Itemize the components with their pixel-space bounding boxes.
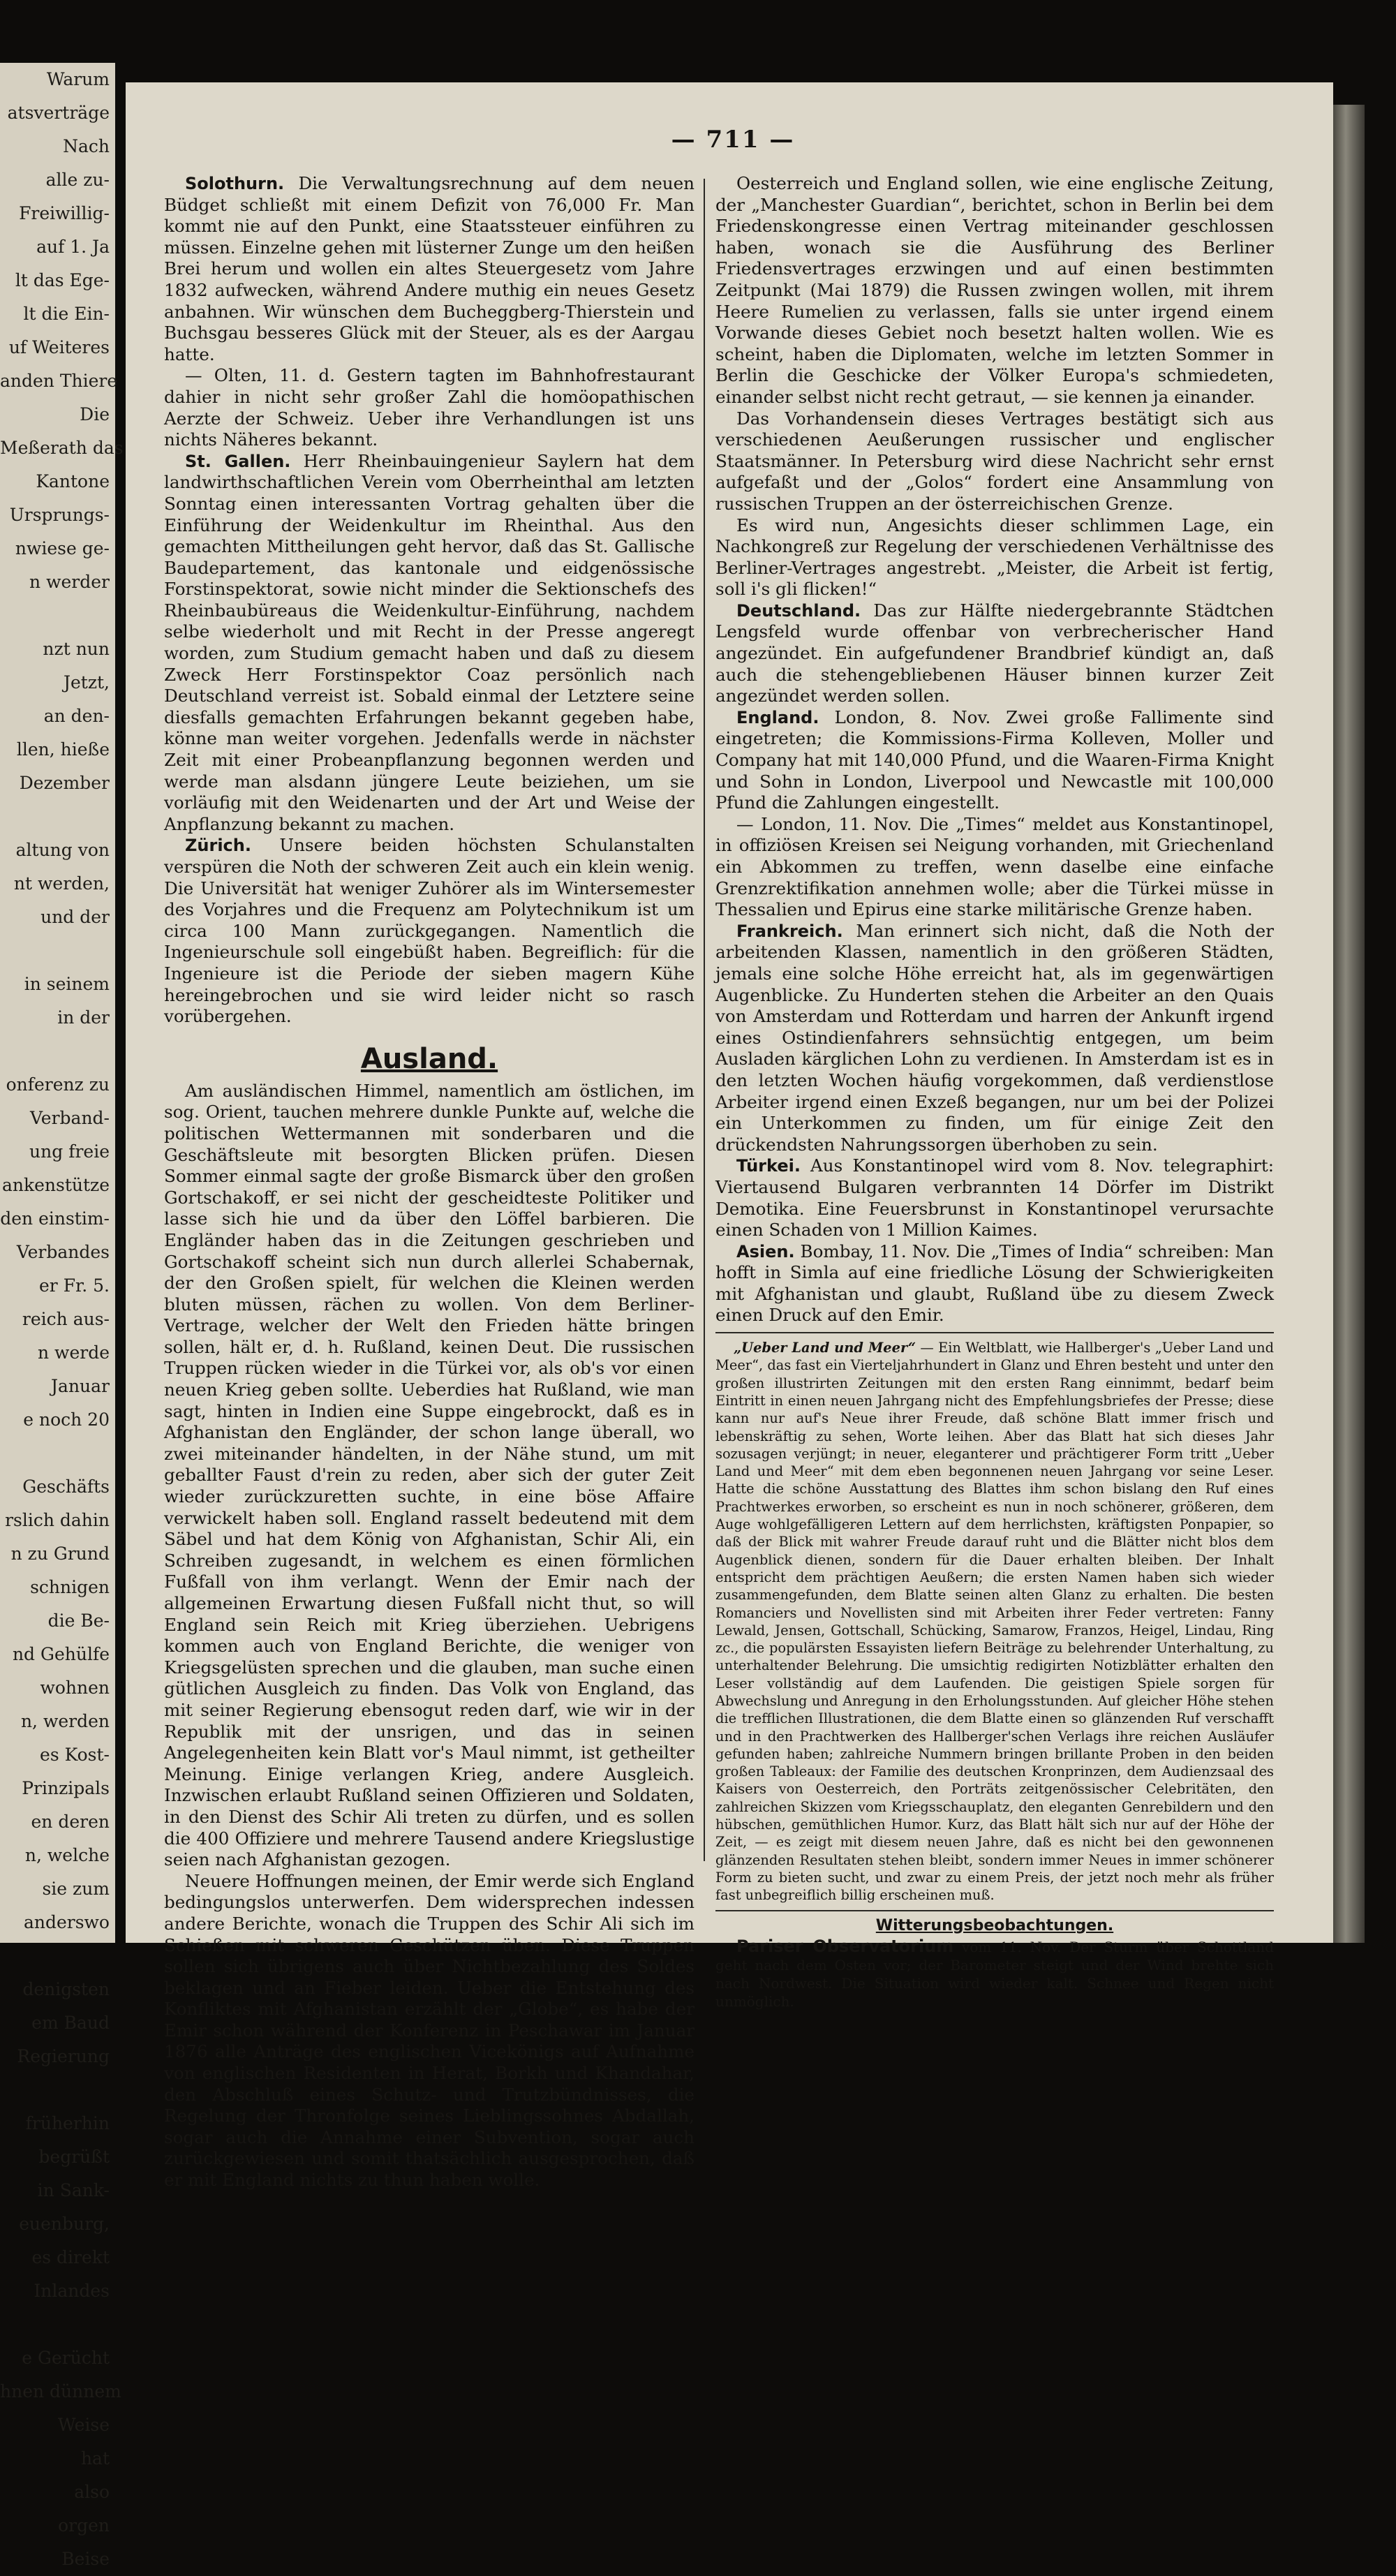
article-paragraph <box>164 365 695 450</box>
article-paragraph <box>164 173 695 365</box>
margin-fragment: in Sank- <box>37 2180 110 2200</box>
article-paragraph <box>715 600 1274 707</box>
margin-fragment <box>0 599 115 632</box>
margin-fragment: uf Weiteres <box>8 337 110 357</box>
article-keyword: Zürich. <box>185 836 251 856</box>
article-paragraph <box>164 835 695 1027</box>
margin-fragment: ung freie <box>29 1141 110 1162</box>
margin-fragment: n, welche <box>24 1845 110 1865</box>
margin-fragment: en deren <box>31 1812 110 1832</box>
margin-fragment: wohnen <box>40 1678 110 1698</box>
weather-report <box>715 1917 1274 2011</box>
margin-fragment: Inlandes <box>34 2281 110 2301</box>
weather-body: vom 11. Nov. Der Sturm über Schottland geht nach dem Osten vor; der Barometer steigt und der Wind brehte sich nach Nordwest. Die Situation wird wieder kalt. Schnee und Regen nicht unmöglich. <box>715 1938 1274 2010</box>
margin-fragment: Dezember <box>19 773 110 793</box>
margin-fragment: altung von <box>15 840 110 860</box>
newspaper-page <box>126 82 1333 2191</box>
article-paragraph <box>715 707 1274 814</box>
article-keyword: Frankreich. <box>736 921 843 941</box>
margin-fragment: Geschäfts <box>22 1476 110 1497</box>
margin-fragment: begrüßt <box>38 2147 110 2167</box>
article-text: Oesterreich und England sollen, wie eine englische Zeitung, der „Manchester Guardian“, berichtet, schon in Berlin bei dem Friedenskongresse einen Vertrag miteinander geschlossen haben, wonach sie die Ausführung des Berliner Friedensvertrages erzwingen und auf einen bestimmten Zeitpunkt (Mai 1879) die Russen zwingen wollen, mit ihrem Heere Rumelien zu verlassen, falls sie unter irgend einem Vorwande dieses Gebiet noch besetzt halten wollen. Wie es scheint, haben die Diplomaten, welche im letzten Sommer in Berlin die Geschicke der Völker Europa's schmiedeten, einander selbst nicht recht getraut, — sie kennen ja einander. <box>715 173 1274 407</box>
margin-fragment: e Gerücht <box>22 2348 110 2368</box>
margin-fragment: hat <box>80 2448 110 2468</box>
margin-fragment: em Baud <box>31 2013 110 2033</box>
margin-fragment: onferenz zu <box>6 1074 110 1095</box>
ausland-paragraph: Neuere Hoffnungen meinen, der Emir werde sich England bedingungslos unterwerfen. Dem widersprechen indessen andere Berichte, wonach die Truppen des Schir Ali sich im Schießen mit schweren Geschützen üben. Diese Truppen sollen sich übrigens auch über Nichtbezahlung des Soldes beklagen und an Fieber leiden. Ueber die Entstehung des Konfliktes mit Afghanistan erzählt der „Globe“, es habe der Emir schon während der Konferenz in Peschawar im Januar 1876 alle Anträge des englischen Vicekönigs auf Aufnahme von englischen Residenten in Herat, Borkh und Khandahar, den Abschluß eines Schutz- und Trutzbündnisses, die Regelung der Thronfolge seines Lieblingssohnes Abdallah, sogar auch die Annahme einer Subvention, sogar auch zurückgewiesen und somit thatsächlich ausgesprochen, daß er mit England nichts zu thun haben wolle. <box>164 1870 695 2191</box>
article-paragraph <box>715 1241 1274 1326</box>
article-keyword: Deutschland. <box>736 600 861 621</box>
article-text: Das zur Hälfte niedergebrannte Städtchen Lengsfeld wurde offenbar von verbrecherischer Hand angezündet. Ein aufgefundener Brandbrief kündigt an, daß auch die stehengebliebenen Häuser binnen kurzer Zeit angezündet werden sollen. <box>715 600 1274 706</box>
article-paragraph <box>715 408 1274 515</box>
article-keyword: St. Gallen. <box>185 451 291 471</box>
margin-fragment: alle zu- <box>45 170 110 190</box>
article-keyword: England. <box>736 707 819 727</box>
margin-fragment: auf 1. Ja <box>36 237 110 257</box>
article-paragraph <box>715 814 1274 921</box>
margin-fragment: an den- <box>43 706 110 726</box>
separator <box>715 1910 1274 1911</box>
article-text: Aus Konstantinopel wird vom 8. Nov. telegraphirt: Viertausend Bulgaren verbrannten 14 Dörfer im Distrikt Demotika. Eine Feuersbrunst in Konstantinopel verursachte einen Schaden von 1 Million Kaimes. <box>715 1155 1274 1241</box>
advert-title: „Ueber Land und Meer“ <box>734 1340 916 1356</box>
article-text: — Olten, 11. d. Gestern tagten im Bahnhofrestaurant dahier in nicht sehr großer Zahl die homöopathischen Aerzte der Schweiz. Ueber ihre Verhandlungen ist uns nichts Näheres bekannt. <box>164 365 695 450</box>
advertisement <box>715 1339 1274 1904</box>
margin-fragment: Regierung <box>17 2046 110 2066</box>
article-paragraph <box>715 921 1274 1156</box>
margin-fragment <box>0 1035 115 1068</box>
margin-fragment: Freiwillig- <box>19 203 110 223</box>
margin-fragment <box>0 2308 115 2341</box>
margin-fragment: nt werden, <box>13 873 110 894</box>
margin-fragment: Jetzt, <box>63 672 110 693</box>
margin-fragment: Prinzipals <box>22 1778 110 1798</box>
margin-fragment: lt das Ege- <box>15 270 110 290</box>
margin-fragment: rslich dahin <box>5 1510 110 1530</box>
article-keyword: Türkei. <box>736 1156 801 1176</box>
margin-fragment: Weise <box>57 2415 110 2435</box>
margin-fragment <box>0 2073 115 2107</box>
page-edge <box>1333 105 1365 1943</box>
margin-fragment: Ursprungs- <box>9 505 110 525</box>
article-text: Herr Rheinbauingenieur Saylern hat dem landwirthschaftlichen Verein vom Oberrheinthal am letzten Sonntag einen interessanten Vortrag gehalten über die Einführung der Weidenkultur im Rheinthal. Aus den gemachten Mittheilungen geht hervor, daß das St. Gallische Baudepartement, das kantonale und eidgenössische Forstinspektorat, sowie nicht minder die Sektionschefs des Rheinbaubüreaus die Weidenkultur-Einführung, nachdem selbe wiederholt und mit Recht in der Presse angeregt worden, zum Studium gemacht haben und daß zu diesem Zweck Herr Forstinspektor Coaz persönlich nach Deutschland verreist ist. Sobald einmal der Letztere seine diesfalls gemachten Erfahrungen bekannt gegeben habe, könne man weiter vorgehen. Jedenfalls werde in nächster Zeit mit einer Probeanpflanzung begonnen werden und werde man alsdann jüngere Leute beiziehen, um sie vorläufig mit den Weidenarten und der Art und Weise der Anpflanzung bekannt zu machen. <box>164 450 695 834</box>
margin-fragment: hnen dünnem <box>0 2381 121 2401</box>
margin-fragment <box>0 1939 115 1973</box>
margin-fragment: Kantone <box>36 471 110 491</box>
left-column <box>164 173 695 2191</box>
ausland-heading: Ausland. <box>360 1042 498 1075</box>
margin-fragment: schnigen <box>30 1577 110 1597</box>
margin-fragment: den einstim- <box>0 1208 110 1229</box>
previous-page-fragments <box>0 63 124 2576</box>
margin-fragment: sie zum <box>42 1879 110 1899</box>
weather-heading: Witterungsbeobachtungen. <box>875 1916 1114 1934</box>
advert-text: „Ueber Land und Meer“ — Ein Weltblatt, wie Hallberger's „Ueber Land und Meer“, das fast ein Vierteljahrhundert in Glanz und Ehren besteht und unter den großen illustrirten Zeitungen mit den ersten Rang einnimmt, bedarf beim Eintritt in einen neuen Jahrgang nicht des Empfehlungsbriefes der Presse; diese kann nur auf's Neue ihrer Freude, daß schöne Blatt immer frisch und lebenskräftig zu sehen, Worte leihen. Aber das Blatt hat sich dieses Jahr sozusagen verjüngt; in neuer, eleganterer und prächtigerer Form tritt „Ueber Land und Meer“ mit dem eben begonnenen neuen Jahrgang vor seine Leser. Hatte die schöne Ausstattung des Blattes ihm schon bislang den Ruf eines Prachtwerkes erworben, so erscheint es nun in noch schönerer, größeren, dem Auge wohlgefälligeren Lettern auf dem herrlichsten, kräftigsten Ponpapier, so daß der Blick mit wahrer Freude darauf ruht und die Blätter nicht blos dem Augenblick dienen, sondern für die Dauer erhalten bleiben. Der Inhalt entspricht dem prächtigen Aeußern; die ersten Namen haben sich wieder zusammengefunden, dem Blatte seinen alten Glanz zu erhalten. Die besten Romanciers und Novellisten sind mit Arbeiten ihrer Feder vertreten: Fanny Lewald, Jensen, Gottschall, Schücking, Samarow, Franzos, Heigel, Lindau, Ring zc., die populärsten Essayisten liefern Beiträge zu belehrender Unterhaltung, zu unterhaltender Belehrung. Die umsichtig redigirten Notizblätter erhalten den Leser vollständig auf dem Laufenden. Die geistigen Spiele sorgen für Abwechslung und Anregung in den Erholungsstunden. Auf gleicher Höhe stehen die trefflichen Illustrationen, die dem Blatte einen so glänzenden Ruf verschafft und in den Prachtwerken des Hallberger'schen Verlags ihre reichen Ausläufer gefunden haben; zahlreiche Nummern bringen brillante Proben in den beiden großen Tableaux: der Familie des deutschen Kronprinzen, dem Audienzsaal des Kaisers von Oesterreich, den Porträts zeitgenössischer Celebritäten, den zahlreichen Skizzen vom Kriegsschauplatz, den eleganten Genrebildern und den hübschen, gemüthlichen Humor. Kurz, das Blatt hält sich nur auf der Höhe der Zeit, — es zeigt mit diesem neuen Jahre, daß es nicht bei den gewonnenen glänzenden Resultaten stehen bleibt, sondern immer Neues in immer schönerer Form zu bieten sucht, und zwar zu einem Preis, der jetzt noch mehr als früher fast unbegreiflich billig erscheinen muß. <box>715 1340 1275 1904</box>
margin-fragment: Nach <box>63 136 110 156</box>
right-column <box>715 173 1275 2010</box>
foreign-news <box>715 173 1274 1326</box>
article-text: Bombay, 11. Nov. Die „Times of India“ schreiben: Man hofft in Simla auf eine friedliche Lösung der Schwierigkeiten mit Afghanistan und glaubt, Rußland übe zu diesem Zweck einen Druck auf den Emir. <box>715 1241 1274 1326</box>
article-text: Die Verwaltungsrechnung auf dem neuen Büdget schließt mit einem Defizit von 76,000 Fr. Man kommt nie auf den Punkt, eine Staatssteuer einführen zu müssen. Einzelne gehen mit lüsterner Zunge um den heißen Brei herum und wollen ein altes Steuergesetz vom Jahre 1832 aufwecken, während Andere muthig ein neues Gesetz anbahnen. Wir wünschen dem Bucheggberg-Thierstein und Buchsgau besseres Glück mit der Steuer, als es der Aargau hatte. <box>164 173 695 364</box>
article-text: Unsere beiden höchsten Schulanstalten verspüren die Noth der schweren Zeit auch ein klein wenig. Die Universität hat weniger Zuhörer als im Wintersemester des Vorjahres und die Frequenz am Polytechnikum ist um circa 100 Mann zurückgegangen. Namentlich die Ingenieurschule soll eingebüßt haben. Begreiflich: für die Ingenieure ist die Periode der sieben magern Kühe hereingebrochen und sie wird leider nicht so rasch vorübergehen. <box>164 835 695 1027</box>
margin-fragment: Warum <box>46 69 110 89</box>
article-keyword: Asien. <box>736 1241 795 1261</box>
ausland-paragraph: Am ausländischen Himmel, namentlich am östlichen, im sog. Orient, tauchen mehrere dunkle Punkte auf, welche die politischen Wettermannen mit sonderbaren und die Geschäftsleute mit besorgten Blicken prüfen. Diesen Sommer einmal sagte der große Bismarck über den großen Gortschakoff, er sei nicht der gescheidteste Politiker und lasse sich hie und da über den Löffel barbieren. Die Engländer haben das in die Zeitungen geschrieben und Gortschakoff scheint sich nun durch allerlei Schabernak, der den Großen spielt, für welchen die Kleinen werden bluten müssen, rächen zu wollen. Von dem Berliner-Vertrage, welcher der Welt den Frieden hätte bringen sollen, hält er, d. h. Rußland, keinen Deut. Die russischen Truppen rücken wieder in die Türkei vor, als ob's vor einen neuen Krieg geben sollte. Ueberdies hat Rußland, wie man sagt, hinten in Indien eine Suppe eingebrockt, daß es in Afghanistan den Engländer, der schon lange überall, wo zwei miteinander händelten, in der Nähe stund, um mit geballter Faust d'rein zu reden, aber sich der guter Zeit wieder zurückzuretten suchte, in eine böse Affaire verwickelt haben soll. England rasselt bedeutend mit dem Säbel und hat dem König von Afghanistan, Schir Ali, ein Schreiben zugesandt, in welchem es einen förmlichen Fußfall von ihm verlangt. Wenn der Emir nach der allgemeinen Erwartung diesen Fußfall nicht thut, so will England sein Reich mit Krieg überziehen. Uebrigens kommen auch von England Berichte, die weniger von Kriegsgelüsten sprechen und die glauben, man suche einen gütlichen Ausgleich zu finden. Das Volk von England, das mit seiner Regierung ebensogut reden darf, wie wir in der Republik mit der unsrigen, und das in seinen Angelegenheiten kein Blatt vor's Maul nimmt, ist getheilter Meinung. Einige verlangen Krieg, andere Ausgleich. Inzwischen erlaubt Rußland seinen Offizieren und Soldaten, in den Dienst des Schir Ali treten zu dürfen, und es sollen die 400 Offiziere und mehrere Tausend andere Kriegslustige seien nach Afghanistan gezogen. <box>164 1080 695 1870</box>
article-text: London, 8. Nov. Zwei große Fallimente sind eingetreten; die Kommissions-Firma Kolleven, Moller und Company hat mit 140,000 Pfund, und die Waaren-Firma Knight und Sohn in London, Liverpool und Newcastle mit 100,000 Pfund die Zahlungen eingestellt. <box>715 706 1274 813</box>
ausland-article <box>164 1081 695 2191</box>
margin-fragment: Beise <box>61 2549 110 2569</box>
margin-fragment: also <box>74 2482 110 2502</box>
weather-source: Pariser Observatorium <box>736 1936 954 1956</box>
margin-fragment: Verbandes <box>16 1242 110 1262</box>
margin-fragment <box>0 1437 115 1470</box>
margin-fragment: die Be- <box>47 1611 110 1631</box>
margin-fragment: nzt nun <box>43 639 110 659</box>
margin-fragment: es Kost- <box>40 1745 110 1765</box>
margin-fragment: und der <box>40 907 110 927</box>
margin-fragment: in der <box>57 1007 110 1028</box>
article-paragraph <box>715 1155 1274 1241</box>
previous-page-strip <box>0 63 124 2569</box>
margin-fragment: n werde <box>38 1342 110 1363</box>
margin-fragment: anderswo <box>23 1912 110 1932</box>
swiss-news <box>164 173 695 1028</box>
margin-fragment: es direkt <box>31 2247 110 2267</box>
margin-fragment: euenburg, <box>19 2214 110 2234</box>
article-paragraph <box>715 173 1274 408</box>
margin-fragment: anden Thiere <box>0 371 118 391</box>
margin-fragment: n zu Grund <box>10 1544 110 1564</box>
margin-fragment <box>0 934 115 968</box>
margin-fragment: nd Gehülfe <box>12 1644 110 1664</box>
margin-fragment: atsverträge <box>7 103 110 123</box>
margin-fragment: n werder <box>29 572 110 592</box>
margin-fragment: orgen <box>58 2515 110 2536</box>
margin-fragment: lt die Ein- <box>23 304 110 324</box>
article-paragraph <box>164 451 695 836</box>
margin-fragment: in seinem <box>24 974 110 994</box>
margin-fragment: Verband- <box>30 1108 110 1128</box>
article-text: Es wird nun, Angesichts dieser schlimmen Lage, ein Nachkongreß zur Regelung der verschiedenen Verhältnisse des Berliner-Vertrages angestrebt. „Meister, die Arbeit ist fertig, soll i's gli flicken!“ <box>715 515 1274 600</box>
margin-fragment: reich aus- <box>22 1309 110 1329</box>
column-rule <box>704 179 705 1861</box>
margin-fragment: früherhin <box>25 2113 110 2133</box>
weather-text <box>715 1937 1274 2011</box>
article-paragraph <box>715 515 1274 600</box>
margin-fragment: llen, hieße <box>16 739 110 760</box>
article-text: Das Vorhandensein dieses Vertrages bestätigt sich aus verschiedenen Aeußerungen russischer und englischer Staatsmänner. In Petersburg wird diese Nachricht sehr ernst aufgefaßt und der „Golos“ fordert eine Ansammlung von russischen Truppen an der österreichischen Grenze. <box>715 408 1274 514</box>
margin-fragment: nwiese ge- <box>15 538 110 558</box>
margin-fragment: Die <box>80 404 110 424</box>
margin-fragment: Meßerath das <box>0 438 124 458</box>
margin-fragment: er Fr. 5. <box>39 1275 110 1296</box>
article-text: Man erinnert sich nicht, daß die Noth der arbeitenden Klassen, namentlich in den größeren Städten, jemals eine solche Höhe erreicht hat, als im gegenwärtigen Augenblicke. Zu Hunderten stehen die Arbeiter an den Quais von Amsterdam und Rotterdam und harren der Ankunft irgend eines Ostindienfahrers sehnsüchtig entgegen, um beim Ausladen kärglichen Lohn zu verdienen. In Amsterdam ist es in den letzten Wochen häufig vorgekommen, daß verdienstlose Arbeiter irgend einen Exzeß begangen, nur um bei der Polizei ein Unterkommen zu finden, um für einige Zeit den drückendsten Nahrungssorgen überhoben zu sein. <box>715 920 1274 1155</box>
page-number: — 711 — <box>671 126 795 154</box>
margin-fragment: ankenstütze <box>1 1175 110 1195</box>
margin-fragment: n, werden <box>20 1711 110 1731</box>
article-text: — London, 11. Nov. Die „Times“ meldet aus Konstantinopel, in offiziösen Kreisen sei Neigung vorhanden, mit Griechenland ein Abkommen zu treffen, wenn daselbe eine einfache Grenzrektifikation annehmen wolle; aber die Türkei müsse in Thessalien und Epirus eine starke militärische Grenze haben. <box>715 813 1274 920</box>
separator <box>715 1332 1274 1333</box>
article-keyword: Solothurn. <box>185 174 285 193</box>
margin-fragment: denigsten <box>22 1979 110 1999</box>
advert-body: Ein Weltblatt, wie Hallberger's „Ueber Land und Meer“, das fast ein Vierteljahrhundert in Glanz und Ehren besteht und unter den großen illustrirten Zeitungen mit den ersten Rang einnimmt, bedarf beim Eintritt in einen neuen Jahrgang nicht des Empfehlungsbriefes der Presse; diese kann nur auf's Neue ihrer Freude, daß schöne Blatt immer frisch und lebenskräftig zu sehen, Worte leihen. Aber das Blatt hat sich dieses Jahr sozusagen verjüngt; in neuer, eleganterer und prächtigerer Form tritt „Ueber Land und Meer“ mit dem eben begonnenen neuen Jahrgang vor seine Leser. Hatte die schöne Ausstattung des Blattes ihm schon bislang den Ruf eines Prachtwerkes erworben, so erscheint es nun in noch schönerer, größeren, dem Auge wohlgefälligeren Lettern auf dem herrlichsten, kräftigsten Ponpapier, so daß der Blick mit wahrer Freude darauf ruht und die Blätter nicht blos dem Augenblick dienen, sondern für die Dauer erhalten bleiben. Der Inhalt entspricht dem prächtigen Aeußern; die ersten Namen haben sich wieder zusammengefunden, dem Blatte seinen alten Glanz zu erhalten. Die besten Romanciers und Novellisten sind mit Arbeiten ihrer Feder vertreten: Fanny Lewald, Jensen, Gottschall, Schücking, Samarow, Franzos, Heigel, Lindau, Ring zc., die populärsten Essayisten liefern Beiträge zu belehrender Unterhaltung, zu unterhaltender Belehrung. Die umsichtig redigirten Notizblätter erhalten den Leser vollständig auf dem Laufenden. Die geistigen Spiele sorgen für Abwechslung und Anregung in den Erholungsstunden. Auf gleicher Höhe stehen die trefflichen Illustrationen, die dem Blatte einen so glänzenden Ruf verschafft und in den Prachtwerken des Hallberger'schen Verlags ihre reichen Ausläufer gefunden haben; zahlreiche Nummern bringen brillante Proben in den beiden großen Tableaux: der Familie des deutschen Kronprinzen, dem Audienzsaal des Kaisers von Oesterreich, den Porträts zeitgenössischer Celebritäten, den zahlreichen Skizzen vom Kriegsschauplatz, den eleganten Genrebildern und den hübschen, gemüthlichen Humor. Kurz, das Blatt hält sich nur auf der Höhe der Zeit, — es zeigt mit diesem neuen Jahre, daß es nicht bei den gewonnenen glänzenden Resultaten stehen bleibt, sondern immer Neues in immer schönerer Form zu bieten sucht, und zwar zu einem Preis, der jetzt noch mehr als früher fast unbegreiflich billig erscheinen muß. <box>715 1340 1275 1904</box>
margin-fragment: e noch 20 <box>23 1409 110 1430</box>
margin-fragment: Januar <box>51 1376 110 1396</box>
margin-fragment <box>0 800 115 834</box>
